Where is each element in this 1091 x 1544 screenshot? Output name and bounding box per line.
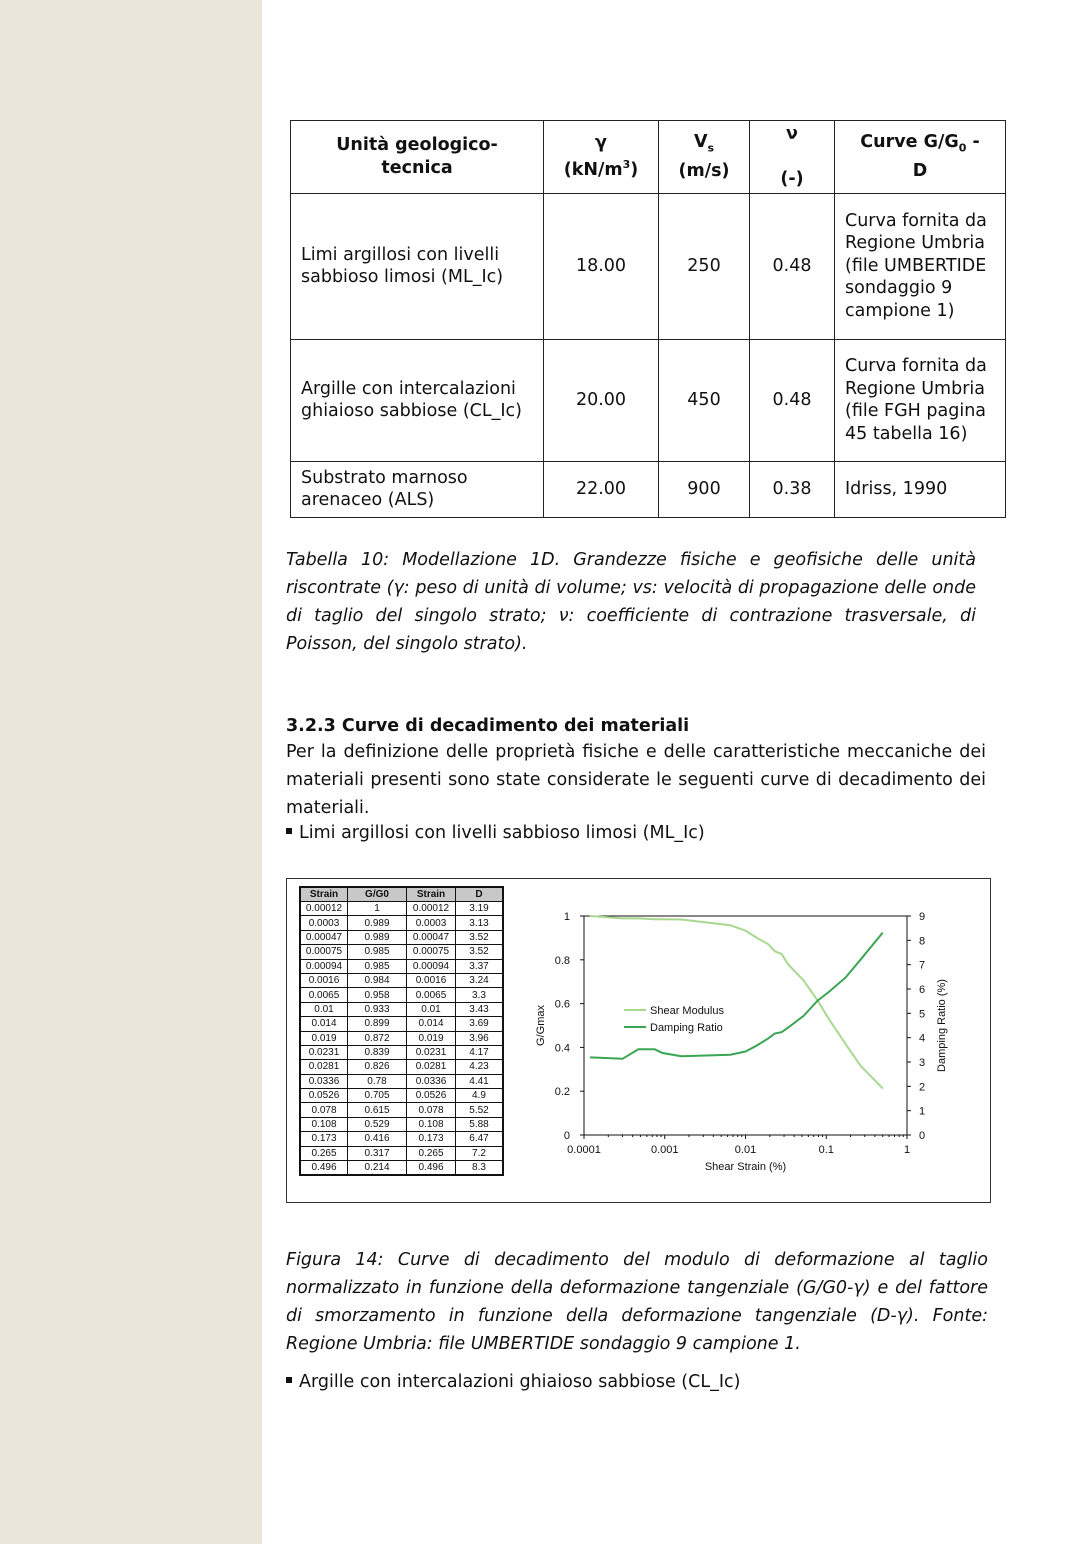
strain-cell: 0.985 bbox=[348, 959, 407, 973]
data-point bbox=[774, 950, 776, 952]
strain-cell: 0.078 bbox=[407, 1103, 456, 1117]
strain-cell: 6.47 bbox=[456, 1132, 504, 1146]
strain-cell: 0.265 bbox=[407, 1146, 456, 1160]
cell-vs: 900 bbox=[659, 461, 750, 517]
y2-tick-label: 9 bbox=[919, 911, 926, 923]
strain-cell: 0.014 bbox=[407, 1017, 456, 1031]
cell-nu: 0.48 bbox=[750, 339, 835, 461]
x-tick-label: 0.0001 bbox=[567, 1144, 601, 1156]
cell-unit: Argille con intercalazioni ghiaioso sabbiose (CL_Ic) bbox=[291, 339, 544, 461]
strain-cell: 0.214 bbox=[348, 1161, 407, 1176]
data-point bbox=[662, 918, 664, 920]
strain-cell: 0.019 bbox=[407, 1031, 456, 1045]
strain-cell: 0.0281 bbox=[300, 1060, 348, 1074]
data-point bbox=[817, 1000, 819, 1002]
strain-cell: 0.00094 bbox=[407, 959, 456, 973]
x-axis-label: Shear Strain (%) bbox=[704, 1161, 787, 1173]
strain-cell: 0.615 bbox=[348, 1103, 407, 1117]
bullet-square-icon bbox=[286, 1377, 292, 1383]
strain-cell: 0.01 bbox=[300, 1002, 348, 1016]
strain-cell: 0.173 bbox=[300, 1132, 348, 1146]
strain-cell: 4.9 bbox=[456, 1089, 504, 1103]
strain-cell: 5.88 bbox=[456, 1117, 504, 1131]
data-point bbox=[654, 918, 656, 920]
cell-unit: Substrato marnoso arenaceo (ALS) bbox=[291, 461, 544, 517]
strain-cell: 4.17 bbox=[456, 1045, 504, 1059]
strain-cell: 0.108 bbox=[407, 1117, 456, 1131]
y2-tick-label: 7 bbox=[919, 959, 926, 972]
data-point bbox=[787, 1027, 789, 1029]
header-nu: ν (-) bbox=[750, 121, 835, 194]
header-unit: Unità geologico-tecnica bbox=[291, 121, 544, 194]
strain-cell: 0.899 bbox=[348, 1017, 407, 1031]
units-table bbox=[290, 120, 1006, 518]
cell-gamma: 18.00 bbox=[544, 193, 659, 339]
cell-curve: Curva fornita da Regione Umbria (file FGH pagina 45 tabella 16) bbox=[835, 339, 1006, 461]
table-caption: Tabella 10: Modellazione 1D. Grandezze fisiche e geofisiche delle unità riscontrate (γ: peso di unità di volume; vs: velocità di propagazione delle onde di taglio del singolo strato; ν: coefficiente di contrazione trasversale, di Poisson, del singolo strato). bbox=[286, 550, 976, 654]
y2-tick-label: 1 bbox=[919, 1105, 926, 1118]
strain-cell: 0.0003 bbox=[407, 916, 456, 930]
y2-tick-label: 0 bbox=[919, 1130, 926, 1142]
strain-cell: 0.0231 bbox=[407, 1045, 456, 1059]
cell-gamma: 22.00 bbox=[544, 461, 659, 517]
cell-nu: 0.48 bbox=[750, 193, 835, 339]
data-point bbox=[803, 1015, 805, 1017]
data-point bbox=[781, 1031, 783, 1033]
data-point bbox=[756, 937, 758, 939]
bullet-item bbox=[286, 823, 705, 843]
strain-cell: 0.0281 bbox=[407, 1060, 456, 1074]
series-line-shear-modulus bbox=[590, 916, 882, 1088]
data-point bbox=[781, 953, 783, 955]
table-header-row bbox=[291, 121, 1006, 194]
strain-cell: 3.52 bbox=[456, 945, 504, 959]
strain-cell: 0.01 bbox=[407, 1002, 456, 1016]
strain-cell: 0.985 bbox=[348, 945, 407, 959]
data-point bbox=[767, 1038, 769, 1040]
strain-cell: 0.265 bbox=[300, 1146, 348, 1160]
strain-cell: 5.52 bbox=[456, 1103, 504, 1117]
strain-cell: 0.826 bbox=[348, 1060, 407, 1074]
y2-tick-label: 8 bbox=[919, 935, 926, 948]
strain-cell: 0.958 bbox=[348, 988, 407, 1002]
y-tick-label: 1 bbox=[563, 911, 570, 923]
strain-cell: 0.0526 bbox=[300, 1089, 348, 1103]
x-tick-label: 0.001 bbox=[650, 1144, 679, 1156]
strain-cell: 0.0065 bbox=[407, 988, 456, 1002]
data-point bbox=[622, 1058, 624, 1060]
table-row bbox=[291, 339, 1006, 461]
strain-cell: 7.2 bbox=[456, 1146, 504, 1160]
strain-cell: 0.989 bbox=[348, 916, 407, 930]
strain-cell: 0.78 bbox=[348, 1074, 407, 1088]
strain-cell: 0.984 bbox=[348, 973, 407, 987]
cell-curve: Curva fornita da Regione Umbria (file UMBERTIDE sondaggio 9 campione 1) bbox=[835, 193, 1006, 339]
strain-cell: 0.019 bbox=[300, 1031, 348, 1045]
data-point bbox=[860, 959, 862, 961]
bullet-square-icon bbox=[286, 828, 292, 834]
strain-cell: 0.014 bbox=[300, 1017, 348, 1031]
strain-cell: 0.0016 bbox=[300, 973, 348, 987]
strain-cell: 0.0336 bbox=[300, 1074, 348, 1088]
cell-curve: Idriss, 1990 bbox=[835, 461, 1006, 517]
data-point bbox=[680, 919, 682, 921]
strain-cell: 4.41 bbox=[456, 1074, 504, 1088]
series-line-damping-ratio bbox=[590, 933, 882, 1059]
x-tick-label: 1 bbox=[903, 1144, 911, 1156]
strain-cell: 0.00047 bbox=[300, 930, 348, 944]
strain-cell: 0.705 bbox=[348, 1089, 407, 1103]
legend-label: Damping Ratio bbox=[650, 1022, 723, 1034]
strain-cell: 0.529 bbox=[348, 1117, 407, 1131]
y2-tick-label: 4 bbox=[919, 1032, 926, 1045]
y-tick-label: 0.2 bbox=[554, 1086, 570, 1099]
data-point bbox=[730, 1054, 732, 1056]
strain-cell: 3.43 bbox=[456, 1002, 504, 1016]
header-curve: Curve $G/G_0$ - D bbox=[835, 121, 1006, 194]
data-point bbox=[654, 1049, 656, 1051]
section-paragraph: Per la definizione delle proprietà fisiche e delle caratteristiche meccaniche dei materiali presenti sono state considerate le seguenti curve di decadimento dei materiali. bbox=[286, 742, 986, 818]
x-tick-label: 0.01 bbox=[734, 1144, 757, 1156]
strain-cell: 0.989 bbox=[348, 930, 407, 944]
strain-header: Strain bbox=[300, 887, 348, 902]
data-point bbox=[745, 930, 747, 932]
strain-cell: 0.839 bbox=[348, 1045, 407, 1059]
y2-tick-label: 3 bbox=[919, 1057, 926, 1069]
strain-cell: 3.24 bbox=[456, 973, 504, 987]
data-point bbox=[828, 991, 830, 993]
y-axis-label: G/Gmax bbox=[535, 1005, 547, 1046]
y-tick-label: 0.8 bbox=[554, 954, 570, 967]
strain-cell: 8.3 bbox=[456, 1161, 504, 1176]
strain-cell: 0.00012 bbox=[300, 902, 348, 916]
data-point bbox=[680, 1055, 682, 1057]
page-margin-band bbox=[0, 0, 262, 1544]
strain-cell: 3.37 bbox=[456, 959, 504, 973]
strain-cell: 0.173 bbox=[407, 1132, 456, 1146]
strain-cell: 4.23 bbox=[456, 1060, 504, 1074]
table-row bbox=[291, 193, 1006, 339]
strain-cell: 3.19 bbox=[456, 902, 504, 916]
strain-cell: 0.00047 bbox=[407, 930, 456, 944]
y-tick-label: 0.4 bbox=[554, 1042, 570, 1055]
data-point bbox=[637, 1049, 639, 1051]
strain-cell: 3.96 bbox=[456, 1031, 504, 1045]
strain-header: D bbox=[456, 887, 504, 902]
data-point bbox=[662, 1052, 664, 1054]
strain-cell: 0.108 bbox=[300, 1117, 348, 1131]
legend-label: Shear Modulus bbox=[650, 1005, 724, 1017]
data-point bbox=[756, 1044, 758, 1046]
y2-tick-label: 2 bbox=[919, 1081, 926, 1094]
cell-vs: 250 bbox=[659, 193, 750, 339]
figure-caption: Figura 14: Curve di decadimento del modulo di deformazione al taglio normalizzato in funzione della deformazione tangenziale (G/G0-γ) e del fattore di smorzamento in funzione della deformazione tangenziale (D-γ). Fonte: Regione Umbria: file UMBERTIDE sondaggio 9 campione 1. bbox=[286, 1250, 988, 1354]
data-point bbox=[622, 918, 624, 920]
bullet-item bbox=[286, 1372, 740, 1392]
cell-nu: 0.38 bbox=[750, 461, 835, 517]
data-point bbox=[803, 980, 805, 982]
strain-cell: 0.00012 bbox=[407, 902, 456, 916]
cell-gamma: 20.00 bbox=[544, 339, 659, 461]
y2-axis-label: Damping Ratio (%) bbox=[936, 979, 948, 1072]
y-tick-label: 0 bbox=[563, 1130, 570, 1142]
data-point bbox=[787, 963, 789, 965]
strain-header: G/G0 bbox=[348, 887, 407, 902]
strain-cell: 0.872 bbox=[348, 1031, 407, 1045]
data-point bbox=[845, 977, 847, 979]
bullet-text: Argille con intercalazioni ghiaioso sabbiose (CL_Ic) bbox=[299, 1372, 741, 1392]
cell-unit: Limi argillosi con livelli sabbioso limosi (ML_Ic) bbox=[291, 193, 544, 339]
strain-cell: 1 bbox=[348, 902, 407, 916]
strain-cell: 0.933 bbox=[348, 1002, 407, 1016]
strain-cell: 0.0016 bbox=[407, 973, 456, 987]
data-point bbox=[774, 1033, 776, 1035]
x-tick-label: 0.1 bbox=[818, 1144, 834, 1156]
strain-cell: 0.0336 bbox=[407, 1074, 456, 1088]
data-point bbox=[590, 915, 592, 917]
strain-cell: 0.00075 bbox=[300, 945, 348, 959]
data-point bbox=[590, 1057, 592, 1059]
strain-cell: 0.0231 bbox=[300, 1045, 348, 1059]
bullet-text: Limi argillosi con livelli sabbioso limosi (ML_Ic) bbox=[299, 823, 705, 843]
strain-cell: 0.496 bbox=[407, 1161, 456, 1176]
header-vs: $V_s$ (m/s) bbox=[659, 121, 750, 194]
figure-14 bbox=[286, 878, 991, 1203]
data-point bbox=[730, 924, 732, 926]
strain-cell: 3.3 bbox=[456, 988, 504, 1002]
strain-header: Strain bbox=[407, 887, 456, 902]
data-point bbox=[767, 943, 769, 945]
section-heading: 3.2.3 Curve di decadimento dei materiali bbox=[286, 716, 690, 736]
data-point bbox=[745, 1051, 747, 1053]
data-point bbox=[882, 932, 884, 934]
strain-cell: 0.0003 bbox=[300, 916, 348, 930]
y2-tick-label: 5 bbox=[919, 1008, 926, 1021]
header-gamma: γ $(kN/m^3)$ bbox=[544, 121, 659, 194]
decay-chart bbox=[287, 879, 990, 1202]
data-point bbox=[828, 1018, 830, 1020]
y-tick-label: 0.6 bbox=[554, 998, 570, 1011]
y2-tick-label: 6 bbox=[919, 984, 926, 996]
strain-cell: 0.416 bbox=[348, 1132, 407, 1146]
table-row bbox=[291, 461, 1006, 517]
strain-cell: 0.0526 bbox=[407, 1089, 456, 1103]
strain-cell: 0.496 bbox=[300, 1161, 348, 1176]
strain-cell: 3.52 bbox=[456, 930, 504, 944]
strain-cell: 3.69 bbox=[456, 1017, 504, 1031]
data-point bbox=[860, 1065, 862, 1067]
strain-cell: 3.13 bbox=[456, 916, 504, 930]
cell-vs: 450 bbox=[659, 339, 750, 461]
strain-cell: 0.00094 bbox=[300, 959, 348, 973]
data-point bbox=[882, 1087, 884, 1089]
strain-cell: 0.00075 bbox=[407, 945, 456, 959]
strain-cell: 0.317 bbox=[348, 1146, 407, 1160]
data-point bbox=[845, 1043, 847, 1045]
strain-cell: 0.078 bbox=[300, 1103, 348, 1117]
data-point bbox=[637, 918, 639, 920]
strain-cell: 0.0065 bbox=[300, 988, 348, 1002]
